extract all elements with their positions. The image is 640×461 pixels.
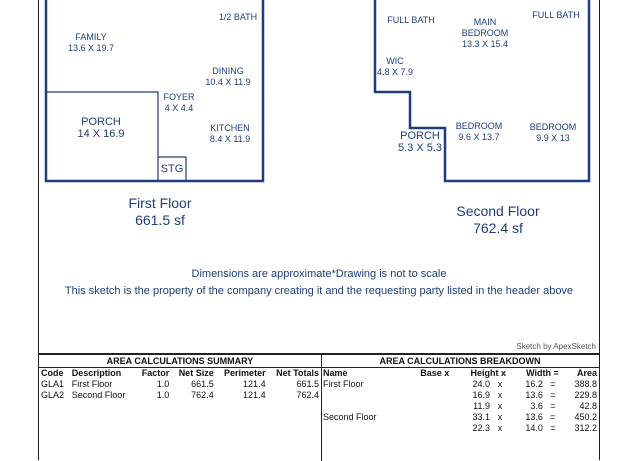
table-cell: = bbox=[550, 379, 556, 389]
table-cell: 16.2 bbox=[525, 379, 543, 389]
summary-col-net-totals: Net Totals bbox=[276, 368, 319, 378]
table-cell: 229.8 bbox=[574, 390, 597, 400]
table-cell: = bbox=[550, 412, 556, 422]
table-cell bbox=[404, 412, 452, 423]
table-row bbox=[321, 390, 599, 401]
room-label-stg: STG bbox=[160, 163, 184, 175]
room-label-wic: WIC 4.8 X 7.9 bbox=[376, 56, 414, 77]
disclaimer-property: This sketch is the property of the company creating it and the requesting party listed in the header above bbox=[64, 285, 574, 297]
room-label-main-bedroom: MAIN BEDROOM 13.3 X 15.4 bbox=[461, 17, 509, 49]
summary-header-row bbox=[39, 368, 321, 380]
table-cell: First Floor bbox=[323, 379, 364, 389]
table-cell: First Floor bbox=[71, 379, 113, 389]
summary-col-net-size: Net Size bbox=[178, 368, 214, 378]
breakdown-col-width: Width = bbox=[526, 368, 559, 378]
area-calculations bbox=[38, 354, 600, 460]
table-cell: 33.1 bbox=[472, 412, 490, 422]
table-cell: 661.5 bbox=[191, 379, 214, 389]
table-cell: Second Floor bbox=[71, 390, 126, 400]
table-cell: = bbox=[550, 423, 556, 433]
second-floor-title: Second Floor 762.4 sf bbox=[456, 203, 540, 236]
table-cell: 13.6 bbox=[525, 390, 543, 400]
table-cell: 762.4 bbox=[191, 390, 214, 400]
room-label-bedroom-right: BEDROOM 9.9 X 13 bbox=[529, 122, 577, 143]
table-cell: x bbox=[497, 412, 503, 422]
summary-col-factor: Factor bbox=[141, 368, 170, 378]
table-cell: 13.6 bbox=[525, 412, 543, 422]
table-cell: = bbox=[550, 390, 556, 400]
room-label-porch-first: PORCH 14 X 16.9 bbox=[77, 116, 125, 140]
breakdown-header-row bbox=[321, 368, 599, 380]
table-cell: GLA2 bbox=[41, 390, 65, 400]
room-label-porch-second: PORCH 5.3 X 5.3 bbox=[397, 130, 443, 154]
table-cell bbox=[404, 390, 452, 401]
table-row bbox=[321, 401, 599, 412]
table-cell: 1.0 bbox=[156, 379, 170, 389]
area-breakdown-title: AREA CALCULATIONS BREAKDOWN bbox=[379, 356, 541, 366]
table-cell: 3.6 bbox=[530, 401, 543, 411]
table-row bbox=[321, 379, 599, 390]
room-label-full-bath-right: FULL BATH bbox=[532, 10, 580, 20]
room-label-full-bath-left: FULL BATH bbox=[387, 15, 435, 25]
room-label-half-bath: 1/2 BATH bbox=[218, 12, 258, 22]
area-breakdown-table bbox=[321, 355, 599, 461]
sketch-credit: Sketch by ApexSketch bbox=[516, 342, 596, 351]
summary-col-perimeter: Perimeter bbox=[224, 368, 266, 378]
table-cell: = bbox=[550, 401, 556, 411]
table-cell bbox=[321, 401, 404, 412]
table-cell: 22.3 bbox=[472, 423, 490, 433]
table-cell: 762.4 bbox=[296, 390, 319, 400]
first-floor-outline bbox=[46, 0, 263, 181]
area-summary-table bbox=[39, 355, 322, 461]
table-cell: x bbox=[497, 401, 503, 411]
table-cell: 24.0 bbox=[472, 379, 490, 389]
room-label-dining: DINING 10.4 X 11.9 bbox=[205, 66, 251, 87]
table-cell: 42.8 bbox=[579, 401, 597, 411]
summary-col-description: Description bbox=[71, 368, 122, 378]
table-cell: 450.2 bbox=[574, 412, 597, 422]
table-cell bbox=[321, 423, 404, 434]
first-floor-title: First Floor 661.5 sf bbox=[128, 195, 192, 228]
table-cell: GLA1 bbox=[41, 379, 65, 389]
table-cell bbox=[321, 390, 404, 401]
table-cell: 388.8 bbox=[574, 379, 597, 389]
disclaimer-scale: Dimensions are approximate*Drawing is not to scale bbox=[191, 268, 447, 280]
breakdown-col-height: Height x bbox=[470, 368, 507, 378]
table-row bbox=[321, 423, 599, 434]
table-cell: Second Floor bbox=[323, 412, 377, 422]
table-row bbox=[39, 390, 321, 401]
table-cell: x bbox=[497, 390, 503, 400]
table-cell bbox=[404, 379, 452, 390]
area-summary-title: AREA CALCULATIONS SUMMARY bbox=[106, 356, 254, 366]
room-label-foyer: FOYER 4 X 4.4 bbox=[163, 92, 195, 113]
room-label-family: FAMILY 13.6 X 19.7 bbox=[67, 32, 115, 53]
breakdown-col-name: Name bbox=[323, 368, 348, 378]
table-cell: 11.9 bbox=[473, 401, 490, 411]
table-cell: 1.0 bbox=[156, 390, 170, 400]
table-row bbox=[321, 412, 599, 423]
table-cell: 661.5 bbox=[296, 379, 319, 389]
table-row bbox=[39, 379, 321, 390]
table-cell: 121.4 bbox=[243, 390, 266, 400]
table-cell bbox=[404, 401, 452, 412]
room-label-kitchen: KITCHEN 8.4 X 11.9 bbox=[209, 123, 251, 144]
table-cell: 312.2 bbox=[574, 423, 597, 433]
second-floor-porch-wall bbox=[410, 92, 445, 128]
table-cell: x bbox=[497, 423, 503, 433]
table-cell: 16.9 bbox=[472, 390, 490, 400]
room-label-bedroom-left: BEDROOM 9.6 X 13.7 bbox=[455, 121, 503, 142]
table-cell: 121.4 bbox=[243, 379, 266, 389]
breakdown-col-area: Area bbox=[576, 368, 597, 378]
table-cell: 14.0 bbox=[525, 423, 543, 433]
breakdown-col-base: Base x bbox=[420, 368, 450, 378]
table-cell: x bbox=[497, 379, 503, 389]
summary-col-code: Code bbox=[41, 368, 64, 378]
table-cell bbox=[404, 423, 452, 434]
